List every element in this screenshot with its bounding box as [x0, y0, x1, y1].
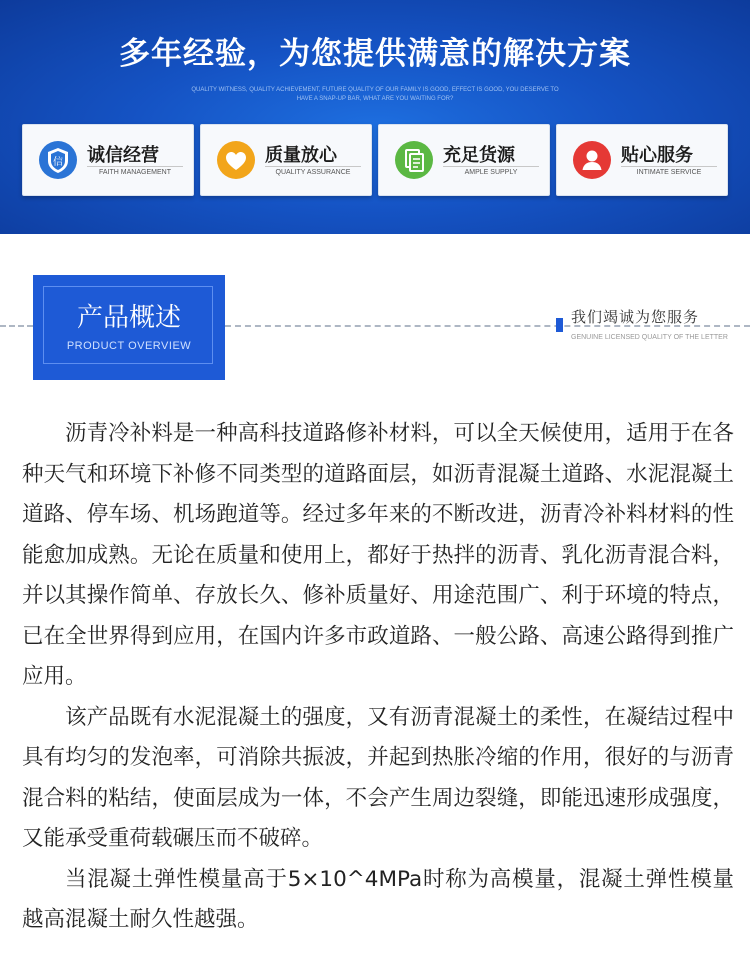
shield-icon: [39, 141, 77, 179]
banner-subtitle-line1: QUALITY WITNESS, QUALITY ACHIEVEMENT, FUTURE QUALITY OF OUR FAMILY IS GOOD, EFFECT IS GOOD, YOU DESERVE TO: [191, 87, 559, 93]
feature-card-quality: [200, 124, 372, 196]
user-icon: [573, 141, 611, 179]
description-paragraph: 当混凝土弹性模量高于5×10^4MPa时称为高模量，混凝土弹性模量越高混凝土耐久性越强。: [22, 866, 734, 932]
feature-card-subtitle: FAITH MANAGEMENT: [99, 169, 171, 176]
top-banner: [0, 0, 750, 234]
feature-card-subtitle: AMPLE SUPPLY: [464, 169, 518, 176]
feature-card-divider: [87, 166, 183, 167]
banner-subtitle: [0, 86, 750, 104]
section-title: 产品概述: [76, 303, 181, 333]
document-icon: [395, 141, 433, 179]
feature-card-title: 质量放心: [265, 145, 337, 166]
shield-icon-glyph: 信: [53, 157, 63, 168]
description-paragraph: 该产品既有水泥混凝土的强度，又有沥青混凝土的柔性，在凝结过程中具有均匀的发泡率，可消除共振波，并起到热胀冷缩的作用，很好的与沥青混合料的粘结，使面层成为一体，不会产生周边裂缝，即能迅速形成强度，又能承受重荷载碾压而不破碎。: [22, 704, 734, 851]
feature-card-supply: [378, 124, 550, 196]
feature-card-divider: [265, 166, 361, 167]
section-title-en: PRODUCT OVERVIEW: [66, 340, 192, 352]
feature-card-subtitle: INTIMATE SERVICE: [636, 169, 702, 176]
feature-card-divider: [621, 166, 717, 167]
section-divider-left: [0, 325, 33, 327]
description-paragraph: 沥青冷补料是一种高科技道路修补材料，可以全天候使用，适用于在各种天气和环境下补修不同类型的道路面层，如沥青混凝土道路、水泥混凝土道路、停车场、机场跑道等。经过多年来的不断改进，沥青冷补料材料的性能愈加成熟。无论在质量和使用上，都好于热拌的沥青、乳化沥青混合料，并以其操作简单、存放长久、修补质量好、用途范围广、利于环境的特点，已在全世界得到应用，在国内许多市政道路、一般公路、高速公路得到推广应用。: [22, 421, 734, 689]
banner-title: 多年经验，为您提供满意的解决方案: [119, 36, 631, 72]
section-slogan: 我们竭诚为您服务: [571, 308, 700, 326]
feature-cards: [22, 124, 728, 196]
feature-card-subtitle: QUALITY ASSURANCE: [275, 169, 351, 176]
feature-card-title: 贴心服务: [621, 145, 693, 166]
section-slogan-en: GENUINE LICENSED QUALITY OF THE LETTER: [571, 334, 728, 341]
product-description: [22, 414, 734, 941]
feature-card-title: 诚信经营: [87, 145, 159, 166]
feature-card-divider: [443, 166, 539, 167]
banner-subtitle-line2: HAVE A SNAP-UP BAR, WHAT ARE YOU WAITING FOR?: [296, 96, 454, 102]
feature-card-title: 充足货源: [443, 145, 515, 166]
feature-card-faith: [22, 124, 194, 196]
heart-icon: [217, 141, 255, 179]
slogan-marker: [556, 318, 563, 332]
feature-card-service: [556, 124, 728, 196]
